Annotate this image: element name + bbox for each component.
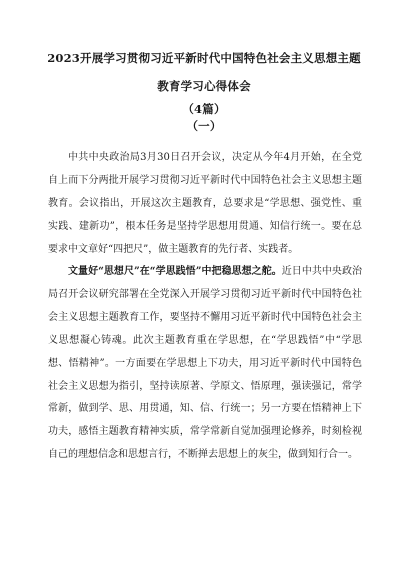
paragraph-2-body: 近日中共中央政治局召开会议研究部署在全党深入开展学习贯彻习近平新时代中国特色社会主义思想主题教育工作，要坚持不懈用习近平新时代中国特色社会主义思想凝心铸魂。此次主题教育重在学思想，在“学思践悟”中“学思想、悟精神”。一方面要在学思想上下功夫，用习近平新时代中国特色社会主义思想为指引，坚持读原著、学原文、悟原理，强读强记，常学常新，做到学、思、用贯通，知、信、行统一；另一方要在悟精神上下功夫，感悟主题教育精神实质，常学常新自觉加强理论修养，时刻检视自己的理想信念和思想言行，不断掸去思想上的灰尘，做到知行合一。 bbox=[48, 266, 362, 461]
section-number-label: （一） bbox=[186, 119, 222, 133]
document-title-line-1: 2023开展学习贯彻习近平新时代中国特色社会主义思想主题 bbox=[47, 51, 361, 65]
article-count-label: （4篇） bbox=[182, 102, 226, 116]
paragraph-1: 中共中央政治局3月30日召开会议，决定从今年4月开始，在全党自上而下分两批开展学习贯彻习近平新时代中国特色社会主义思想主题教育。会议指出，开展这次主题教育，总要求是“学思想、强党性、重实践、建新功”，根本任务是坚持学思想用贯通、知信行统一。要在总要求中文章好“四把尺”，做主题教育的先行者、实践者。 bbox=[48, 152, 362, 255]
document-title-line-2: 教育学习心得体会 bbox=[157, 79, 251, 93]
paragraph-2 bbox=[48, 261, 362, 467]
paragraph-2-lead-sentence: 文量好“思想尺”在“学思践悟”中把稳思想之舵。 bbox=[68, 266, 282, 277]
